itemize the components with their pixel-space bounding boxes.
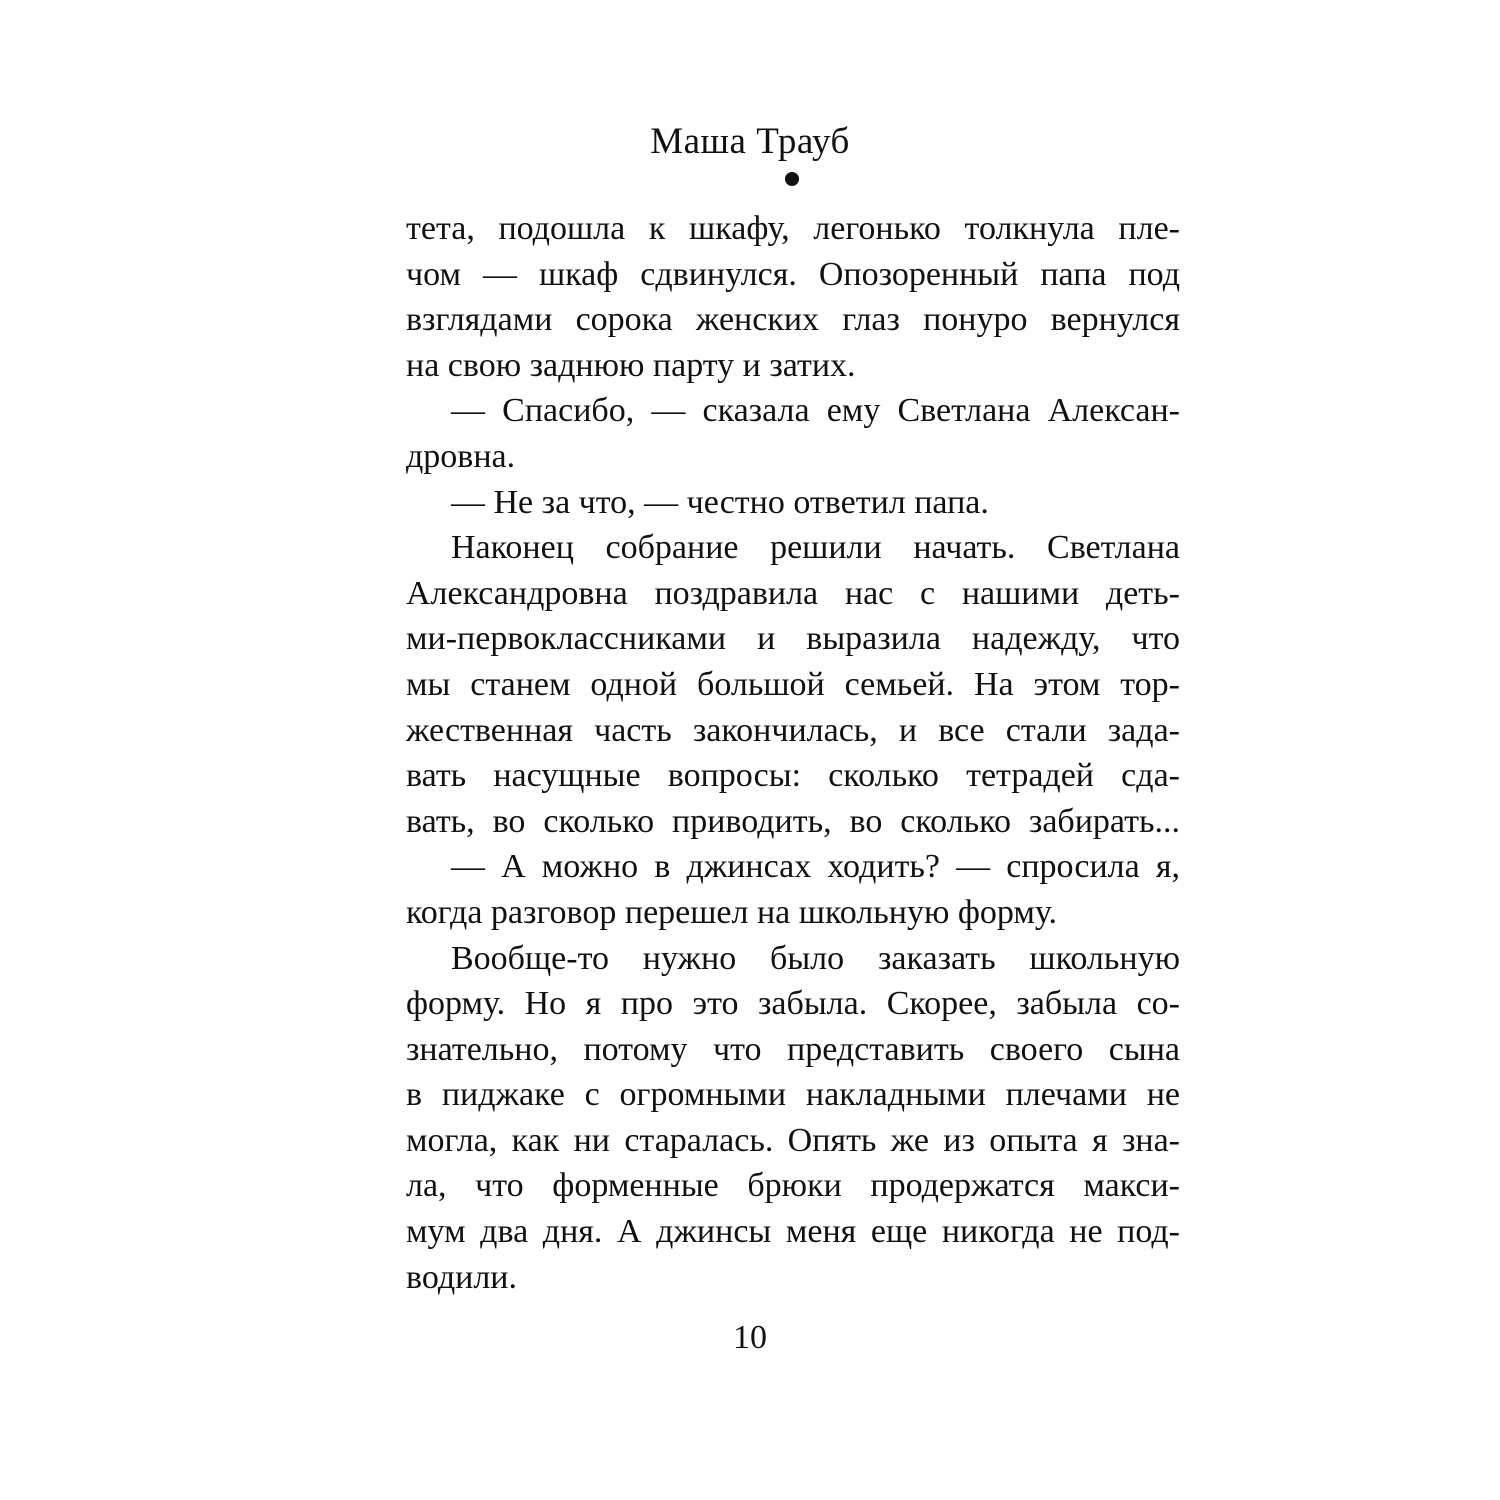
- text-line: знательно, потому что представить своего сына: [406, 1030, 1180, 1068]
- text-line: тета, подошла к шкафу, легонько толкнула пле-: [406, 210, 1180, 247]
- text-line: форму. Но я про это забыла. Скорее, забыла со-: [406, 985, 1180, 1023]
- text-line: Александровна поздравила нас с нашими деть-: [406, 574, 1180, 612]
- text-line: — Не за что, — честно ответил папа.: [451, 483, 989, 521]
- text-line: вать, во сколько приводить, во сколько забирать...: [406, 802, 1180, 840]
- text-line: ми-первоклассниками и выразила надежду, что: [406, 620, 1180, 658]
- text-line: мум два дня. А джинсы меня еще никогда не под-: [406, 1213, 1180, 1251]
- text-line: Вообще-то нужно было заказать школьную: [451, 939, 1180, 977]
- body-text: [406, 206, 1180, 1300]
- bullet-ornament: [785, 172, 799, 186]
- text-line: когда разговор перешел на школьную форму.: [406, 893, 1057, 931]
- text-line: дровна.: [406, 437, 516, 475]
- text-line: ла, что форменные брюки продержатся макси-: [406, 1167, 1180, 1205]
- page-number: 10: [733, 1319, 767, 1356]
- text-line: водили.: [406, 1258, 517, 1296]
- text-line: взглядами сорока женских глаз понуро вернулся: [406, 301, 1180, 339]
- text-line: — А можно в джинсах ходить? — спросила я,: [451, 848, 1180, 886]
- running-head-author: Маша Трауб: [650, 121, 850, 162]
- text-line: вать насущные вопросы: сколько тетрадей сда-: [406, 757, 1180, 795]
- text-line: на свою заднюю парту и затих.: [406, 346, 856, 384]
- text-line: жественная часть закончилась, и все стали зада-: [406, 711, 1180, 749]
- text-line: — Спасибо, — сказала ему Светлана Алексан-: [451, 392, 1180, 430]
- text-line: чом — шкаф сдвинулся. Опозоренный папа под: [406, 255, 1180, 293]
- text-line: мы станем одной большой семьей. На этом тор-: [406, 665, 1180, 703]
- text-line: Наконец собрание решили начать. Светлана: [451, 529, 1180, 567]
- text-line: могла, как ни старалась. Опять же из опыта я зна-: [406, 1121, 1180, 1159]
- text-line: в пиджаке с огромными накладными плечами не: [406, 1076, 1180, 1114]
